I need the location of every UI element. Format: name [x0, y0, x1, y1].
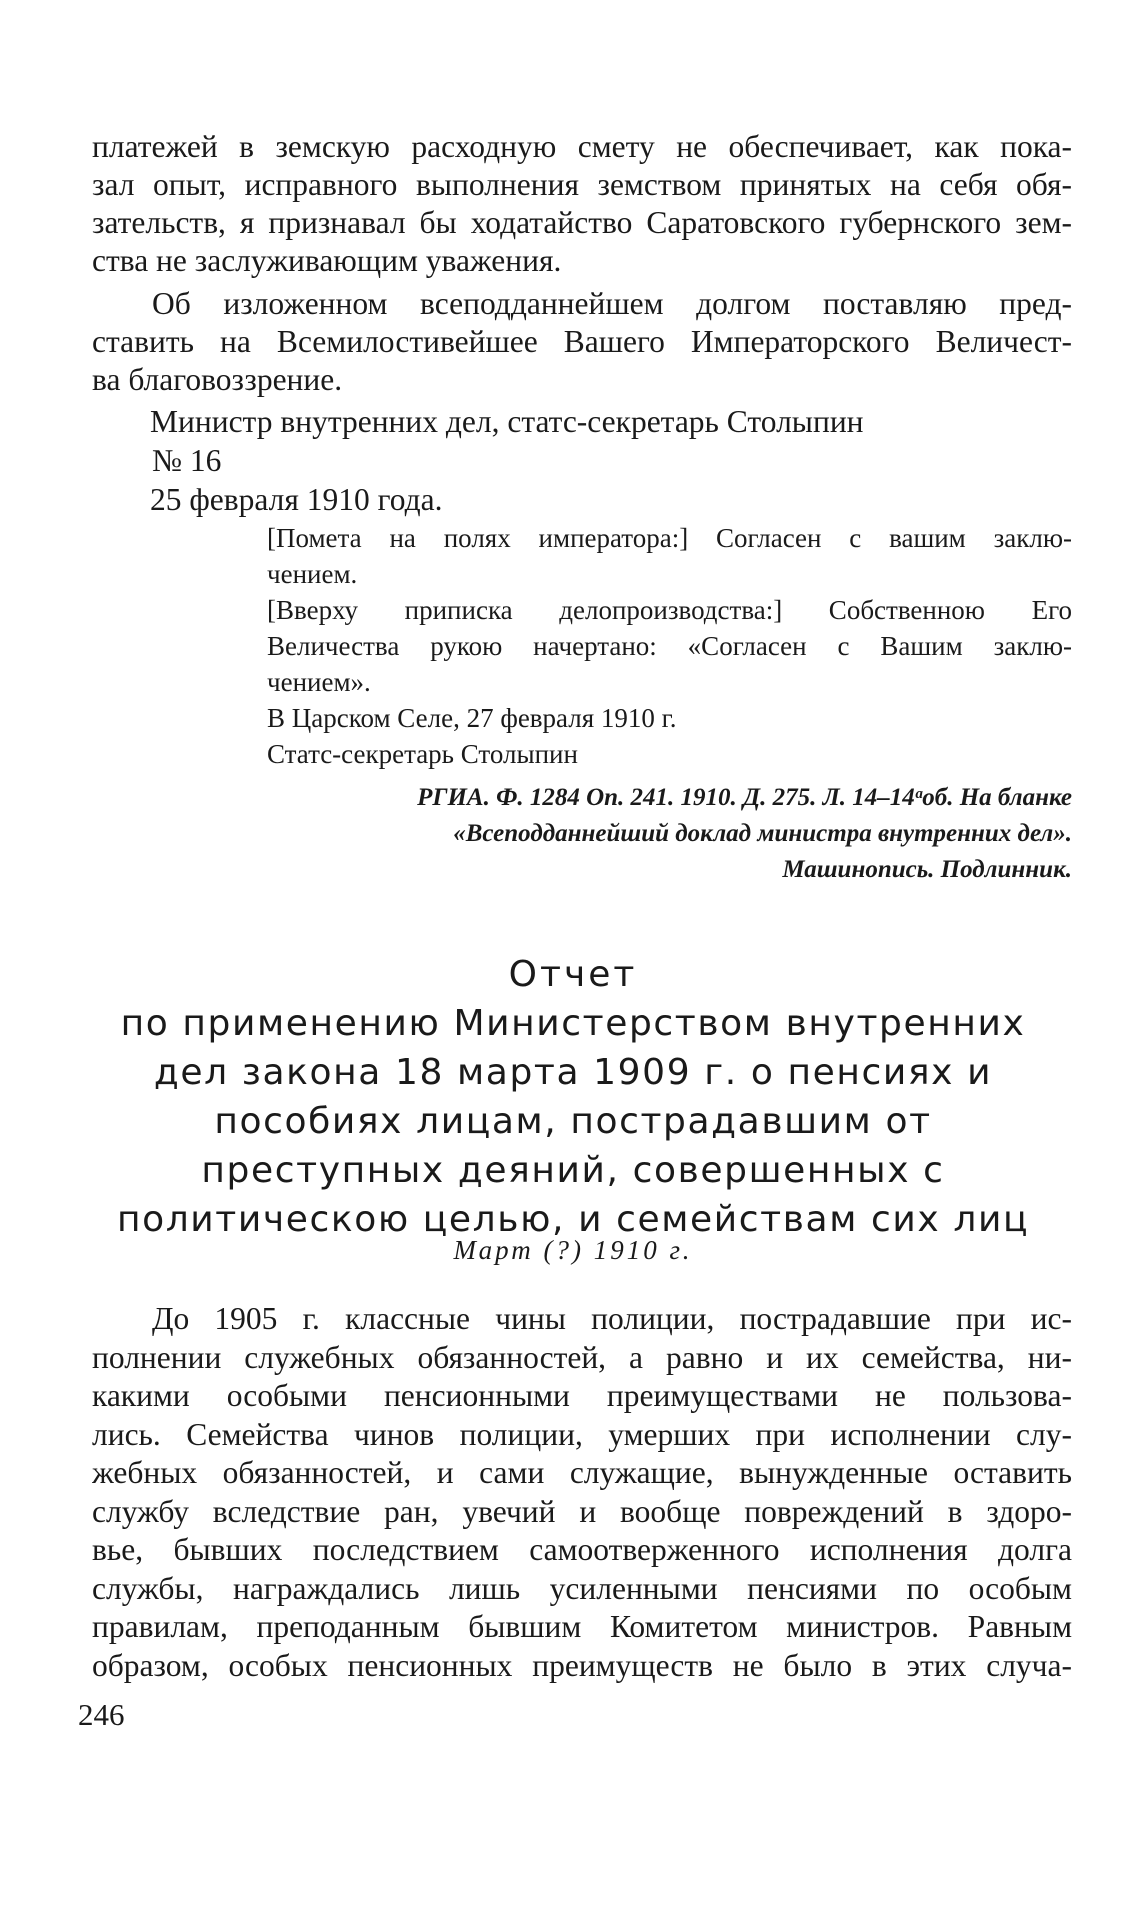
text-line: зал опыт, исправного выполнения земством принятых на себя обя-: [92, 167, 1072, 202]
heading-date: Март (?) 1910 г.: [453, 1235, 693, 1265]
text-line: образом, особых пенсионных преимуществ не было в этих случа-: [92, 1647, 1072, 1683]
text-line: ставить на Всемилостивейшее Вашего Императорского Величест-: [92, 324, 1072, 359]
text-line: До 1905 г. классные чины полиции, пострадавшие при ис-: [152, 1301, 1072, 1336]
document-number: № 16: [152, 443, 222, 478]
note-line: [Вверху приписка делопроизводства:] Собственною Его: [267, 595, 1072, 625]
text-line: платежей в земскую расходную смету не обеспечивает, как пока-: [92, 129, 1072, 164]
note-line: В Царском Селе, 27 февраля 1910 г.: [267, 703, 677, 733]
notes-block: [267, 520, 1072, 772]
text-line: ства не заслуживающим уважения.: [92, 243, 562, 278]
archive-line: «Всеподданнейший доклад министра внутренних дел».: [453, 820, 1072, 847]
archive-reference: [172, 780, 1072, 888]
note-line: Статс-секретарь Столыпин: [267, 739, 578, 769]
text-line: службы, награждались лишь усиленными пенсиями по особым: [92, 1570, 1072, 1606]
note-line: Величества рукою начертано: «Согласен с Вашим заклю-: [267, 631, 1072, 661]
heading-line: политическою целью, и семействам сих лиц: [116, 1199, 1030, 1240]
heading-line: дел закона 18 марта 1909 г. о пенсиях и: [153, 1052, 993, 1093]
note-line: [Помета на полях императора:] Согласен с вашим заклю-: [267, 523, 1072, 553]
text-line: Об изложенном всеподданнейшем долгом поставляю пред-: [152, 286, 1072, 321]
text-line: правилам, преподанным бывшим Комитетом министров. Равным: [92, 1609, 1072, 1644]
text-line: службу вследствие ран, увечий и вообще повреждений в здоро-: [92, 1493, 1072, 1529]
archive-line: РГИА. Ф. 1284 Оп. 241. 1910. Д. 275. Л. 14–14ᵃоб. На бланке: [417, 784, 1072, 811]
body-paragraph: [92, 1300, 1072, 1685]
text-line: ва благовоззрение.: [92, 362, 343, 397]
submission-paragraph: [92, 285, 1072, 399]
heading-line: преступных деяний, совершенных с: [201, 1150, 945, 1191]
section-heading: [60, 950, 1086, 1244]
minister-signature: Министр внутренних дел, статс-секретарь Столыпин: [150, 404, 864, 439]
heading-line: по применению Министерством внутренних: [120, 1003, 1026, 1044]
note-line: чением.: [267, 559, 358, 589]
text-line: вье, бывших последствием самоотверженного исполнения долга: [92, 1532, 1072, 1567]
heading-line: пособиях лицам, пострадавшим от: [214, 1101, 932, 1142]
document-date: 25 февраля 1910 года.: [150, 482, 443, 517]
text-line: полнении служебных обязанностей, а равно и их семейства, ни-: [92, 1339, 1072, 1375]
text-line: лись. Семейства чинов полиции, умерших при исполнении слу-: [92, 1416, 1072, 1452]
text-line: зательств, я признавал бы ходатайство Саратовского губернского зем-: [92, 205, 1072, 240]
text-line: какими особыми пенсионными преимуществами не пользова-: [92, 1378, 1072, 1413]
intro-paragraph: [92, 128, 1072, 280]
heading-title: Отчет: [508, 954, 638, 995]
signature-block: [150, 402, 1050, 519]
text-line: жебных обязанностей, и сами служащие, вынужденные оставить: [92, 1455, 1072, 1490]
archive-line: Машинопись. Подлинник.: [782, 856, 1072, 883]
page-number: 246: [78, 1697, 125, 1732]
note-line: чением».: [267, 667, 371, 697]
